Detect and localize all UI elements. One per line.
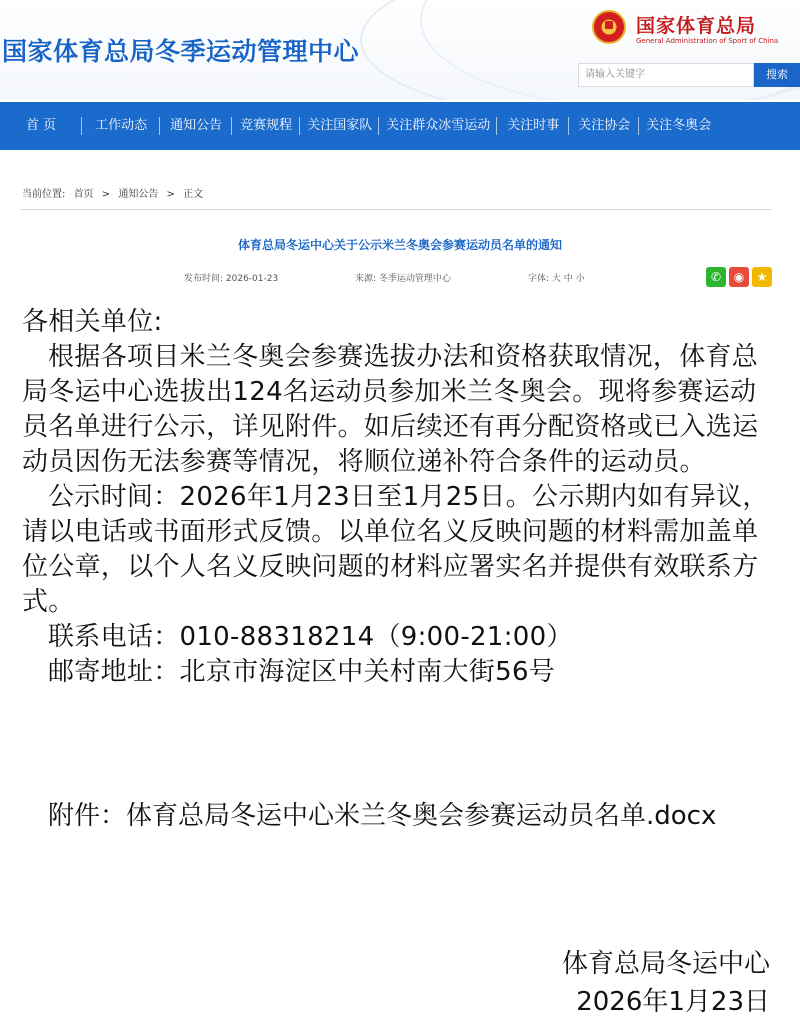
breadcrumb-label: 当前位置: xyxy=(22,189,66,200)
attachment-link[interactable]: 附件：体育总局冬运中心米兰冬奥会参赛运动员名单.docx xyxy=(48,801,717,831)
admin-logo-subtext: General Administration of Sport of China xyxy=(636,37,779,45)
national-emblem-icon xyxy=(592,10,626,44)
wechat-icon[interactable]: ✆ xyxy=(706,267,726,287)
article-source: 来源: 冬季运动管理中心 xyxy=(355,274,451,284)
signature-org: 体育总局冬运中心 xyxy=(561,949,770,979)
publish-time: 发布时间: 2026-01-23 xyxy=(184,274,279,284)
nav-item-rules[interactable]: 竞赛规程 xyxy=(232,102,300,150)
nav-item-associations[interactable]: 关注协会 xyxy=(569,102,639,150)
body-paragraph: 根据各项目米兰冬奥会参赛选拔办法和资格获取情况，体育总局冬运中心选拔出124名运动员参加米兰冬奥会。现将参赛运动员名单进行公示，详见附件。如后续还有再分配资格或已入选运动员因伤无法参赛等情况，将顺位递补符合条件的运动员。 xyxy=(22,342,759,477)
qzone-icon[interactable]: ★ xyxy=(752,267,772,287)
nav-item-home[interactable]: 首 页 xyxy=(0,102,82,150)
contact-phone: 联系电话：010-88318214（9:00-21:00） xyxy=(48,622,573,652)
font-size-switcher[interactable]: 字体: 大 中 小 xyxy=(528,274,585,284)
body-paragraph: 公示时间：2026年1月23日至1月25日。公示期内如有异议，请以电话或书面形式反馈。以单位名义反映问题的材料需加盖单位公章，以个人名义反映问题的材料应署实名并提供有效联系方式。 xyxy=(22,482,769,617)
nav-item-public-winter-sports[interactable]: 关注群众冰雪运动 xyxy=(379,102,497,150)
signature-date: 2026年1月23日 xyxy=(576,987,770,1017)
breadcrumb-home[interactable]: 首页 xyxy=(73,189,94,200)
greeting: 各相关单位: xyxy=(22,307,163,337)
nav-item-current-affairs[interactable]: 关注时事 xyxy=(497,102,569,150)
search-input[interactable]: 请输入关键字 xyxy=(578,63,754,87)
site-header xyxy=(0,0,800,100)
main-nav xyxy=(0,102,800,150)
breadcrumb-notices[interactable]: 通知公告 xyxy=(118,189,159,200)
breadcrumb-current: 正文 xyxy=(183,189,204,200)
breadcrumb-separator: > xyxy=(166,189,175,200)
nav-item-national-team[interactable]: 关注国家队 xyxy=(300,102,379,150)
search-button[interactable]: 搜索 xyxy=(754,63,800,87)
breadcrumb-separator: > xyxy=(101,189,111,200)
article-body xyxy=(22,305,780,690)
nav-item-winter-olympics[interactable]: 关注冬奥会 xyxy=(646,118,712,133)
weibo-icon[interactable]: ◉ xyxy=(729,267,749,287)
mail-address: 邮寄地址：北京市海淀区中关村南大街56号 xyxy=(48,657,556,687)
nav-item-notices[interactable]: 通知公告 xyxy=(160,102,232,150)
divider xyxy=(20,209,772,210)
admin-logo-text[interactable]: 国家体育总局 xyxy=(636,15,757,37)
breadcrumb xyxy=(22,185,208,200)
nav-item-work-news[interactable]: 工作动态 xyxy=(82,102,160,150)
article-title: 体育总局冬运中心关于公示米兰冬奥会参赛运动员名单的通知 xyxy=(237,238,562,252)
site-title[interactable]: 国家体育总局冬季运动管理中心 xyxy=(2,37,360,66)
